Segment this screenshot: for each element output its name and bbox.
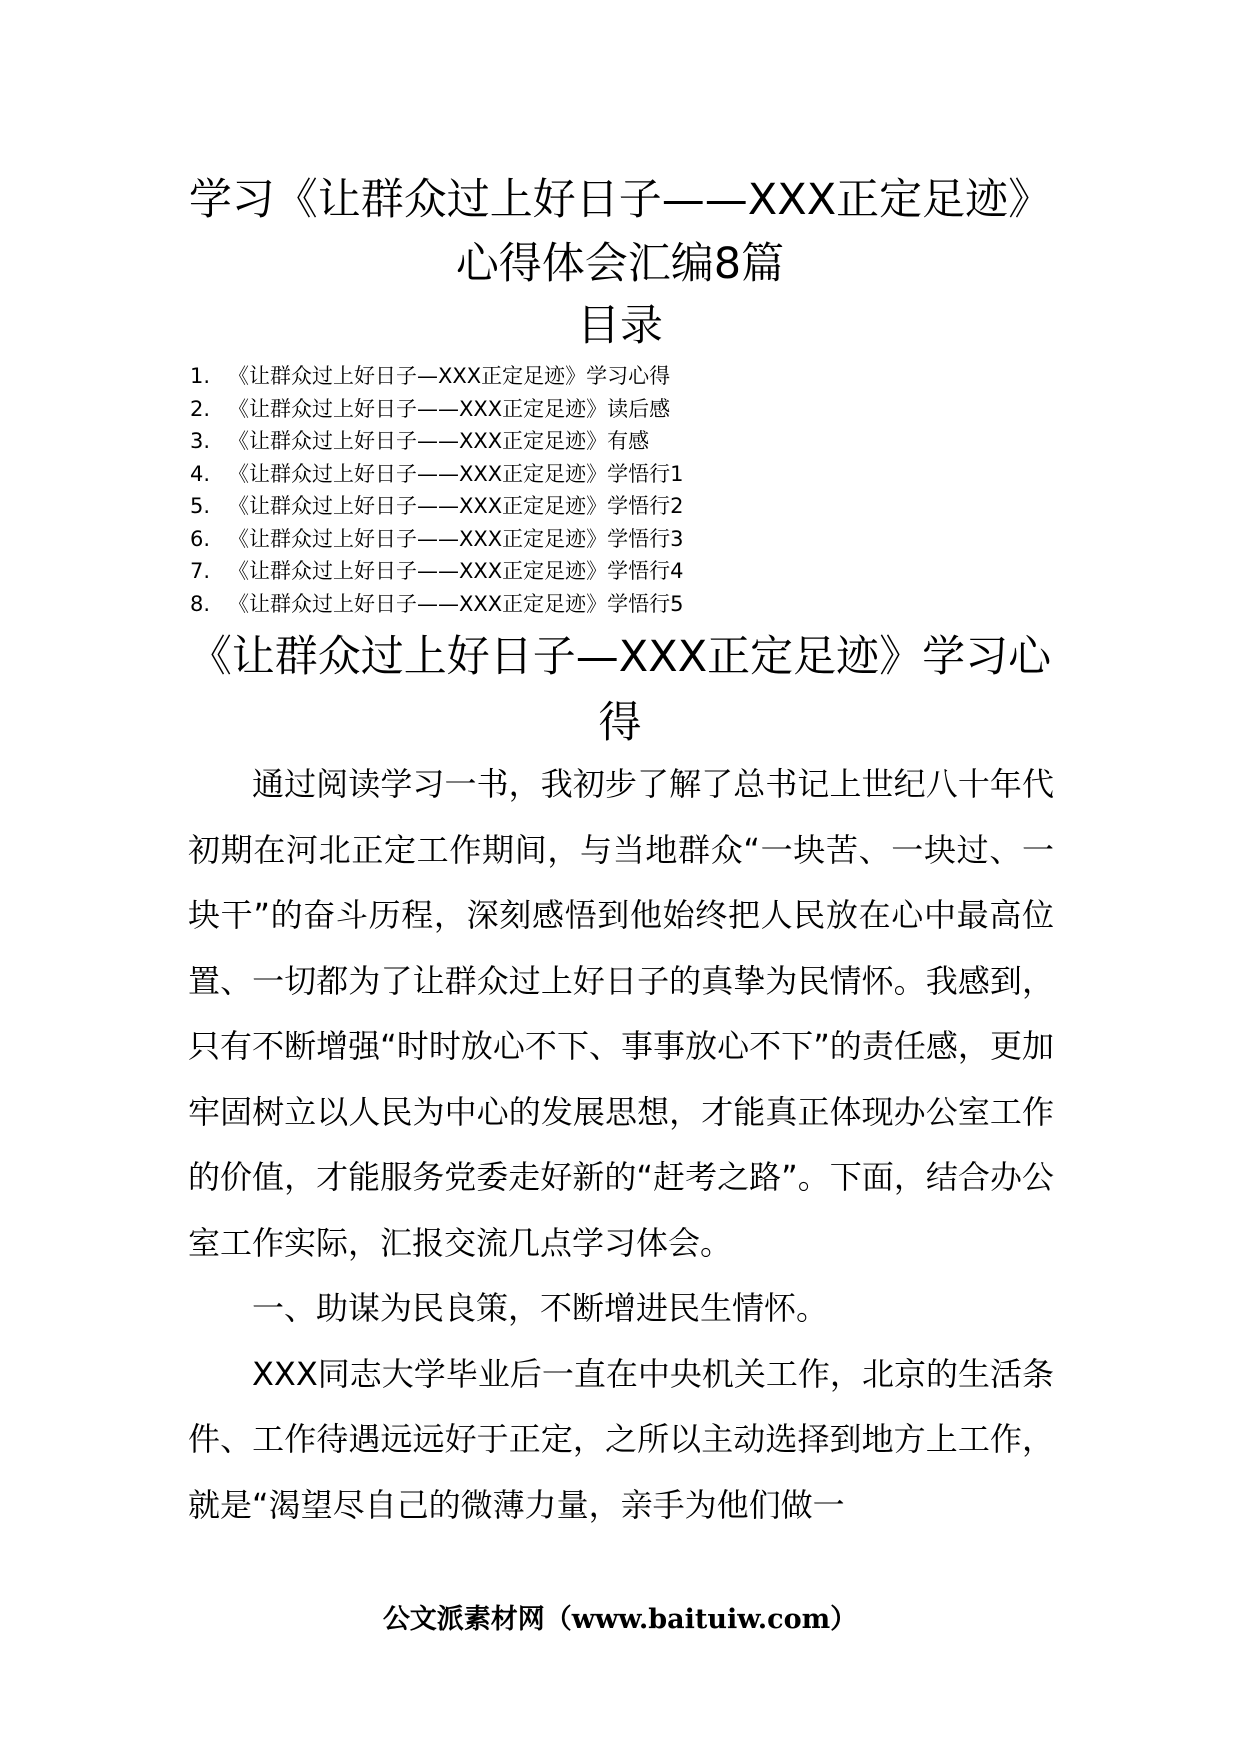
toc-item-number: 6. — [190, 526, 211, 551]
toc-item-text: 《让群众过上好日子——XXX正定足迹》学悟行4 — [228, 559, 684, 583]
toc-item — [190, 425, 890, 458]
toc-item — [190, 490, 890, 523]
body-paragraph: XXX同志大学毕业后一直在中央机关工作，北京的生活条件、工作待遇远远好于正定，之所以主动选择到地方上工作，就是“渴望尽自己的微薄力量，亲手为他们做一 — [188, 1354, 1054, 1524]
toc-item-text: 《让群众过上好日子—XXX正定足迹》学习心得 — [228, 364, 671, 388]
toc-item-text: 《让群众过上好日子——XXX正定足迹》读后感 — [228, 396, 671, 421]
toc-item — [190, 458, 890, 491]
page-footer-watermark: 公文派素材网（www.baituiw.com） — [382, 1604, 858, 1635]
toc-item-text: 《让群众过上好日子——XXX正定足迹》有感 — [228, 429, 650, 453]
section-title: 《让群众过上好日子—XXX正定足迹》学习心得 — [188, 632, 1052, 748]
toc-item-number: 5. — [190, 494, 211, 518]
toc-item-number: 1. — [190, 364, 211, 388]
toc-item-text: 《让群众过上好日子——XXX正定足迹》学悟行2 — [228, 494, 684, 518]
toc-item — [190, 360, 890, 393]
toc-heading: 目录 — [577, 301, 663, 351]
toc-item-number: 3. — [190, 429, 211, 453]
document-title: 学习《让群众过上好日子——XXX正定足迹》心得体会汇编8篇 — [188, 175, 1052, 289]
toc-item-number: 7. — [190, 559, 211, 583]
toc-item-text: 《让群众过上好日子——XXX正定足迹》学悟行5 — [228, 591, 684, 616]
toc-item-number: 4. — [190, 461, 211, 486]
body-text — [188, 752, 1054, 1538]
toc-item — [190, 588, 890, 621]
toc-item — [190, 523, 890, 556]
toc-item-text: 《让群众过上好日子——XXX正定足迹》学悟行1 — [228, 461, 684, 486]
toc-item-number: 8. — [190, 591, 211, 616]
body-paragraph: 通过阅读学习一书，我初步了解了总书记上世纪八十年代初期在河北正定工作期间，与当地群众“一块苦、一块过、一块干”的奋斗历程，深刻感悟到他始终把人民放在心中最高位置、一切都为了让群众过上好日子的真挚为民情怀。我感到，只有不断增强“时时放心不下、事事放心不下”的责任感，更加牢固树立以人民为中心的发展思想，才能真正体现办公室工作的价值，才能服务党委走好新的“赶考之路”。下面，结合办公室工作实际，汇报交流几点学习体会。 — [188, 765, 1054, 1262]
section-subheading: 一、助谋为民良策，不断增进民生情怀。 — [252, 1289, 829, 1327]
table-of-contents — [190, 360, 890, 620]
toc-item-text: 《让群众过上好日子——XXX正定足迹》学悟行3 — [228, 526, 684, 551]
toc-item — [190, 555, 890, 588]
toc-item-number: 2. — [190, 396, 211, 421]
toc-item — [190, 393, 890, 426]
